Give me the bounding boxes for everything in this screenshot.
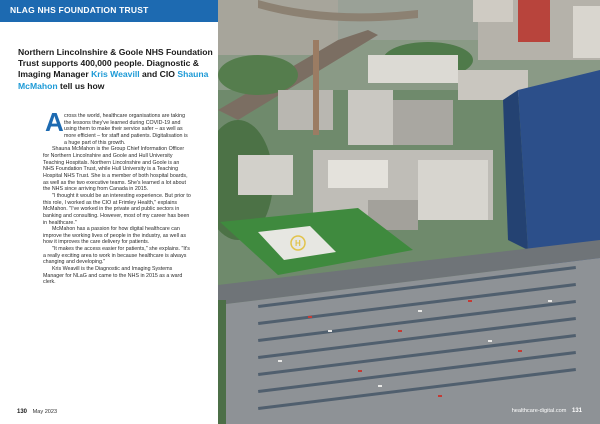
red-tower-block (518, 0, 550, 42)
chimney (313, 40, 319, 135)
helipad-marking: H (295, 239, 301, 248)
section-header-title: NLAG NHS FOUNDATION TRUST (10, 5, 149, 15)
standfirst-text-3: tell us how (57, 80, 105, 91)
article-standfirst (18, 47, 213, 92)
standfirst-name-shauna: Shauna McMahon (18, 69, 209, 91)
right-page-number: 131 (571, 408, 582, 414)
right-page-footer (512, 408, 582, 414)
article-paragraph: Shauna McMahon is the Group Chief Information Officer for Northern Lincolnshire and Goole and Hull University Teaching Hospitals. Northern Lincolnshire and Goole is an NHS Foundation Trust, while Hull University is a Teaching Hospital NHS Trust. She is a member of both hospital boards, as well as the two executive teams. She's learned a lot about the NHS since arriving from Canada in 2015. (43, 146, 188, 193)
section-header-bar (0, 0, 218, 22)
publication-website: healthcare-digital.com (511, 408, 567, 414)
article-paragraph: McMahon has a passion for how digital healthcare can improve the working lives of people in the industry, as well as how it improves the care delivery for patients. (43, 226, 186, 246)
article-paragraph: Kris Weavill is the Diagnostic and Imaging Systems Manager for NLaG and came to the NHS in 2015 as a ward clerk. (43, 266, 183, 286)
article-body (43, 113, 191, 286)
standfirst-text-2: and CIO (139, 69, 178, 80)
issue-date: May 2023 (32, 409, 58, 415)
article-paragraph: "It makes the access easier for patients," she explains. "It's a really exciting area to work in because healthcare is always changing and developing." (43, 246, 190, 266)
article-paragraph: "I thought it would be an interesting experience. But prior to this role, I worked as the CIO at Frimley Health," explains McMahon. "I've worked in the private and public sectors in banking and consulting. However, most of my career has been in healthcare." (43, 192, 191, 226)
aerial-photo-illustration (218, 0, 600, 424)
left-page-number: 130 (17, 409, 28, 415)
left-page (0, 0, 218, 424)
aerial-hospital-photo (218, 0, 600, 424)
left-page-footer (17, 409, 57, 415)
standfirst-name-kris: Kris Weavill (91, 69, 140, 80)
drop-cap: A (45, 107, 64, 137)
standfirst-text-1: Northern Lincolnshire & Goole NHS Foundation Trust supports 400,000 people. Diagnostic & Imaging Manager (18, 47, 213, 80)
article-paragraph: cross the world, healthcare organisations are taking the lessons they've learned during COVID-19 and using them to make their service safer – as well as more efficient – for staff and patients. Digitalisation is a huge part of this growth. (64, 113, 188, 146)
